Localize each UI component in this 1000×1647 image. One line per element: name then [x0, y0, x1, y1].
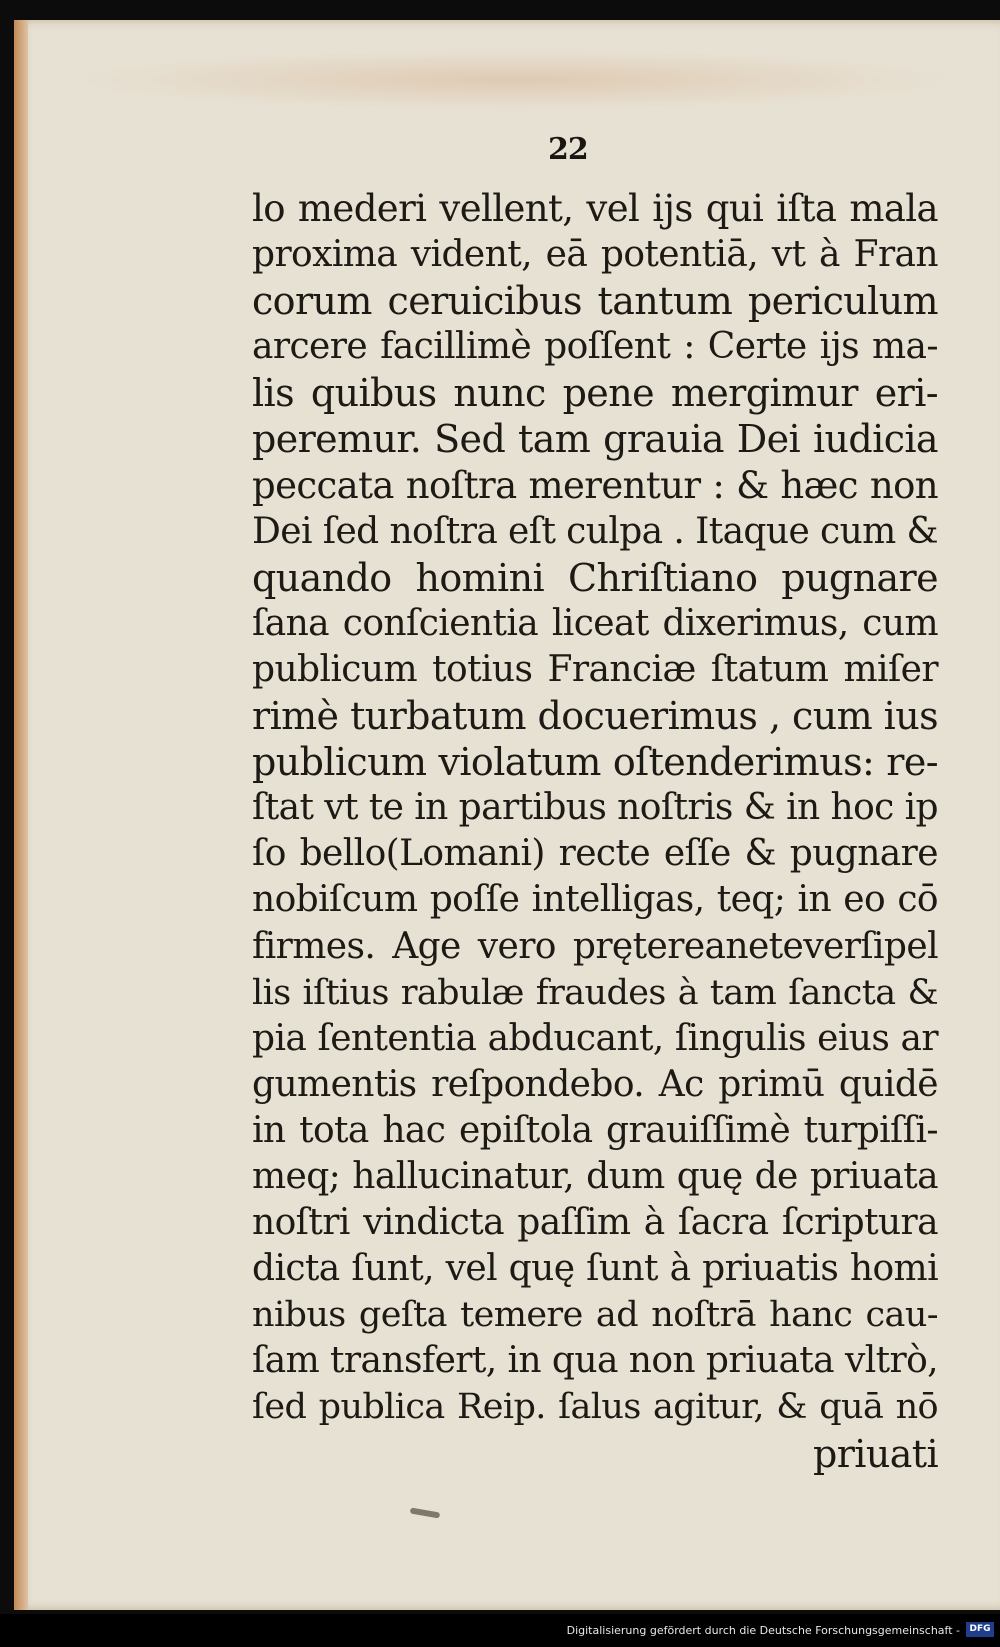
text-line: ſo bello(Lomani) recte eſſe & pugnare — [252, 833, 938, 875]
text-line: pia ſententia abducant, ſingulis eius ar — [252, 1017, 938, 1059]
page-stain — [74, 50, 954, 110]
text-line: nobiſcum poſſe intelligas, teq; in eo cō — [252, 879, 938, 921]
funding-credit: Digitalisierung gefördert durch die Deutsche Forschungsgemeinschaft - — [566, 1624, 960, 1637]
catchword: priuati — [813, 1431, 938, 1476]
text-line: dicta ſunt, vel quę ſunt à priuatis homi — [252, 1248, 938, 1290]
text-line: rimè turbatum docuerimus , cum ius — [252, 694, 938, 739]
text-line: publicum violatum oſtenderimus: re- — [252, 740, 938, 785]
text-line: in tota hac epiſtola grauiſſimè turpiſſi- — [252, 1109, 938, 1151]
page-binding-edge — [14, 20, 28, 1610]
page-number: 22 — [548, 132, 588, 167]
text-line: lo mederi vellent, vel ijs qui iſta mala — [252, 187, 938, 230]
text-line: lis iſtius rabulæ fraudes à tam ſancta & — [252, 972, 938, 1013]
text-line: noſtri vindicta paſſim à ſacra ſcriptura — [252, 1202, 938, 1244]
text-line: ſana conſcientia liceat dixerimus, cum — [252, 602, 938, 644]
text-line: arcere facillimè poſſent : Certe ijs ma- — [252, 326, 938, 368]
text-line: peccata noſtra merentur : & hæc non — [252, 463, 938, 507]
text-line: lis quibus nunc pene mergimur eri- — [252, 371, 938, 416]
text-line: peremur. Sed tam grauia Dei iudicia — [252, 417, 938, 462]
text-line: publicum totius Franciæ ſtatum miſer — [252, 648, 938, 690]
text-line: Dei ſed noſtra eſt culpa . Itaque cum & — [252, 510, 938, 552]
text-line: gumentis reſpondebo. Ac primū quidē — [252, 1063, 938, 1105]
text-line: firmes. Age vero prętereaneteverſipel — [252, 925, 938, 967]
text-block — [252, 186, 938, 1477]
text-line: corum ceruicibus tantum periculum — [252, 279, 938, 324]
text-line: ſam transfert, in qua non priuata vltrò, — [252, 1340, 938, 1382]
text-line: proxima vident, eā potentiā, vt à Fran — [252, 234, 938, 276]
text-line: nibus geſta temere ad noſtrā hanc cau- — [252, 1295, 938, 1336]
digitization-footer — [0, 1614, 1000, 1647]
text-line: quando homini Chriſtiano pugnare — [252, 555, 938, 600]
dfg-logo: DFG — [966, 1622, 994, 1637]
text-line: ſed publica Reip. ſalus agitur, & quā nō — [252, 1387, 938, 1428]
text-line: meq; hallucinatur, dum quę de priuata — [252, 1155, 938, 1197]
text-line: ſtat vt te in partibus noſtris & in hoc ip — [252, 787, 938, 829]
